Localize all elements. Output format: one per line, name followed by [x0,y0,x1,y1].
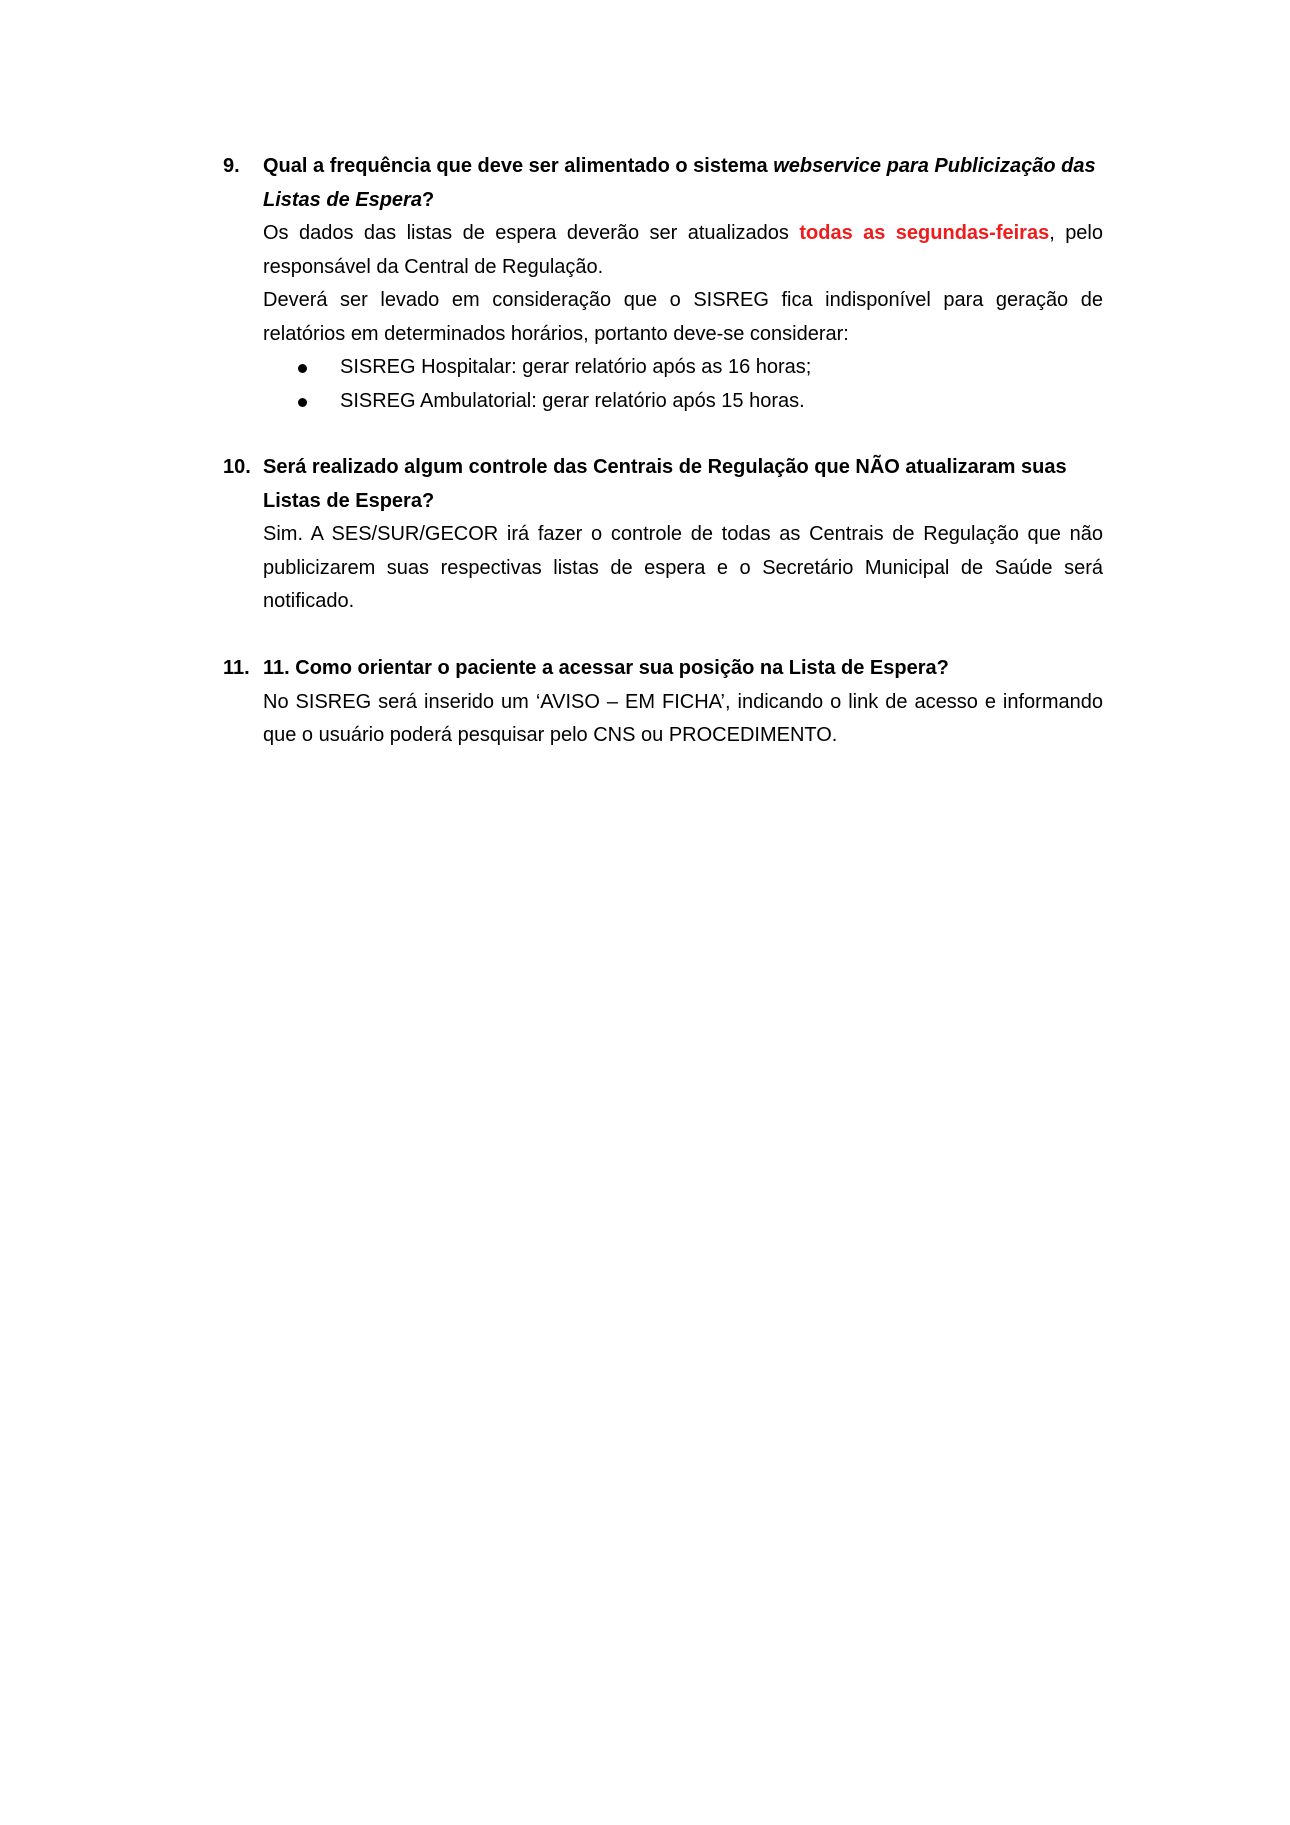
list-item [263,351,1103,385]
answer-paragraph [263,217,1103,284]
question-emphasis: webservice para Publicização das Listas de Espera [263,155,1096,211]
list-item-text: SISREG Ambulatorial: gerar relatório após 15 horas. [340,389,805,412]
question-heading: Será realizado algum controle das Centrais de Regulação que NÃO atualizaram suas Listas de Espera? [263,456,1067,512]
item-number: 9. [223,155,240,177]
answer-paragraph: No SISREG será inserido um ‘AVISO – EM FICHA’, indicando o link de acesso e informando que o usuário poderá pesquisar pelo CNS ou PROCEDIMENTO. [263,690,1103,746]
highlighted-text: todas as segundas-feiras [799,222,1050,244]
answer-text: , pelo responsável da Central de Regulação. [263,222,1103,278]
item-number: 11. [223,657,250,679]
bullet-list [263,351,1103,418]
list-item [263,385,1103,419]
faq-item-11 [223,652,1103,753]
faq-item-9 [223,150,1103,418]
list-item-text: SISREG Hospitalar: gerar relatório após as 16 horas; [340,356,812,378]
answer-paragraph: Deverá ser levado em consideração que o SISREG fica indisponível para geração de relatórios em determinados horários, portanto deve-se considerar: [263,289,1103,345]
answer-text: Os dados das listas de espera deverão ser atualizados [263,222,800,244]
faq-item-10 [223,451,1103,619]
bullet-icon [298,398,307,407]
question-heading: 11. Como orientar o paciente a acessar sua posição na Lista de Espera? [263,657,949,679]
question-mark: ? [421,188,435,211]
question-text: Qual a frequência que deve ser alimentado o sistema [263,155,774,177]
item-number: 10. [223,456,251,478]
question-heading [263,150,1103,217]
item-content [263,150,1103,418]
answer-paragraph: Sim. A SES/SUR/GECOR irá fazer o controle de todas as Centrais de Regulação que não publicizarem suas respectivas listas de espera e o Secretário Municipal de Saúde será notificado. [263,523,1103,612]
bullet-icon [298,364,307,373]
item-content [263,451,1103,619]
item-content [263,652,1103,753]
